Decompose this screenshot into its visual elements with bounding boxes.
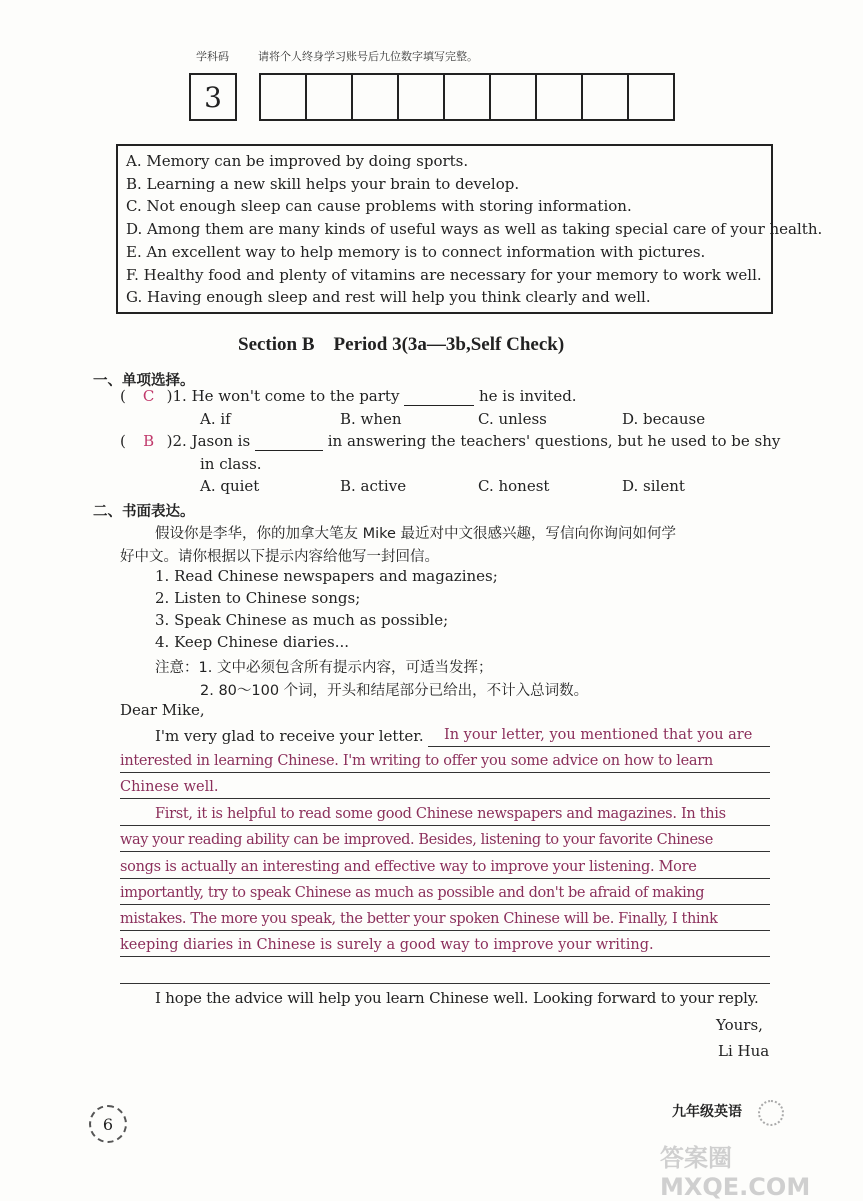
blank-2[interactable]	[255, 432, 323, 451]
writing-line	[120, 825, 770, 826]
letter-signoff: Yours,	[716, 1016, 763, 1034]
answer-2[interactable]: B	[143, 432, 155, 450]
writing-line	[120, 878, 770, 879]
option-item: A. Memory can be improved by doing sports.	[126, 152, 469, 170]
choice-2c: C. honest	[478, 477, 550, 495]
account-digit-cell[interactable]	[629, 75, 673, 119]
writing-line	[120, 851, 770, 852]
account-digit-cell[interactable]	[307, 75, 353, 119]
writing-line	[428, 746, 770, 747]
subject-code-label: 学科码	[196, 50, 229, 63]
handwritten-line: First, it is helpful to read some good Chinese newspapers and magazines. In this	[155, 806, 726, 822]
choice-2a: A. quiet	[200, 477, 260, 495]
page-number: 6	[89, 1105, 127, 1143]
choice-1c: C. unless	[478, 410, 547, 428]
choice-2d: D. silent	[622, 477, 685, 495]
answer-1[interactable]: C	[142, 387, 155, 405]
option-item: C. Not enough sleep can cause problems with storing information.	[126, 197, 632, 216]
choice-2b: B. active	[340, 477, 407, 495]
account-number-boxes[interactable]	[259, 73, 675, 121]
writing-line	[120, 930, 770, 931]
options-box	[116, 144, 823, 314]
part2-heading: 二、书面表达。	[93, 504, 195, 520]
note-1: 注意：1. 文中必须包含所有提示内容，可适当发挥；	[155, 660, 493, 676]
letter-opening: I'm very glad to receive your letter.	[155, 727, 424, 745]
option-item: D. Among them are many kinds of useful ways as well as taking special care of your health.	[126, 220, 823, 239]
footer-ornament-icon	[758, 1100, 784, 1126]
handwritten-line: In your letter, you mentioned that you are	[444, 727, 753, 743]
choice-1a: A. if	[200, 410, 231, 428]
account-digit-cell[interactable]	[445, 75, 491, 119]
question-2: ( B )2. Jason is in answering the teachers' questions, but he used to be shy	[120, 432, 781, 450]
account-digit-cell[interactable]	[399, 75, 445, 119]
option-item: F. Healthy food and plenty of vitamins are necessary for your memory to work well.	[126, 265, 762, 284]
account-digit-cell[interactable]	[353, 75, 399, 119]
prompt-line-2: 好中文。请你根据以下提示内容给他写一封回信。	[120, 549, 439, 565]
account-digit-cell[interactable]	[537, 75, 583, 119]
account-instruction: 请将个人终身学习账号后九位数字填写完整。	[258, 50, 478, 63]
account-digit-cell[interactable]	[261, 75, 307, 119]
salutation: Dear Mike,	[120, 701, 205, 719]
letter-signature: Li Hua	[718, 1042, 770, 1060]
account-digit-cell[interactable]	[491, 75, 537, 119]
handwritten-line: interested in learning Chinese. I'm writing to offer you some advice on how to learn	[120, 753, 713, 769]
tip-4: 4. Keep Chinese diaries...	[155, 633, 350, 651]
prompt-line-1: 假设你是李华，你的加拿大笔友 Mike 最近对中文很感兴趣，写信向你询问如何学	[155, 526, 677, 542]
tip-3: 3. Speak Chinese as much as possible;	[155, 611, 449, 629]
letter-closing: I hope the advice will help you learn Chinese well. Looking forward to your reply.	[155, 989, 759, 1007]
question-1: ( C )1. He won't come to the party he is invited.	[120, 387, 577, 405]
tip-2: 2. Listen to Chinese songs;	[155, 589, 361, 607]
subject-code-value: 3	[204, 80, 222, 114]
book-title: 九年级英语	[672, 1104, 742, 1120]
choice-1d: D. because	[622, 410, 706, 428]
part1-heading: 一、单项选择。	[93, 373, 195, 389]
subject-code-box[interactable]	[189, 73, 237, 121]
option-item: E. An excellent way to help memory is to connect information with pictures.	[126, 242, 706, 261]
option-item: B. Learning a new skill helps your brain to develop.	[126, 174, 520, 193]
writing-line	[120, 904, 770, 905]
choice-1b: B. when	[340, 410, 402, 428]
writing-line	[120, 772, 770, 773]
handwritten-line: importantly, try to speak Chinese as much as possible and don't be afraid of making	[120, 885, 705, 901]
blank-1[interactable]	[404, 387, 474, 406]
handwritten-line: way your reading ability can be improved. Besides, listening to your favorite Chinese	[120, 832, 713, 848]
account-digit-cell[interactable]	[583, 75, 629, 119]
section-title: Section B Period 3(3a—3b,Self Check)	[238, 334, 565, 355]
watermark-logo: 答案圈 MXQE.COM	[660, 1144, 811, 1201]
question-2-continued: in class.	[200, 455, 262, 473]
handwritten-line: mistakes. The more you speak, the better your spoken Chinese will be. Finally, I think	[120, 911, 718, 927]
writing-line	[120, 798, 770, 799]
handwritten-line: keeping diaries in Chinese is surely a good way to improve your writing.	[120, 937, 654, 953]
note-2: 2. 80～100 个词，开头和结尾部分已给出，不计入总词数。	[200, 683, 589, 699]
handwritten-line: Chinese well.	[120, 779, 219, 795]
handwritten-line: songs is actually an interesting and effective way to improve your listening. More	[120, 859, 697, 875]
tip-1: 1. Read Chinese newspapers and magazines;	[155, 567, 498, 585]
writing-line	[120, 956, 770, 957]
writing-line	[120, 983, 770, 984]
option-item: G. Having enough sleep and rest will help you think clearly and well.	[126, 288, 651, 307]
